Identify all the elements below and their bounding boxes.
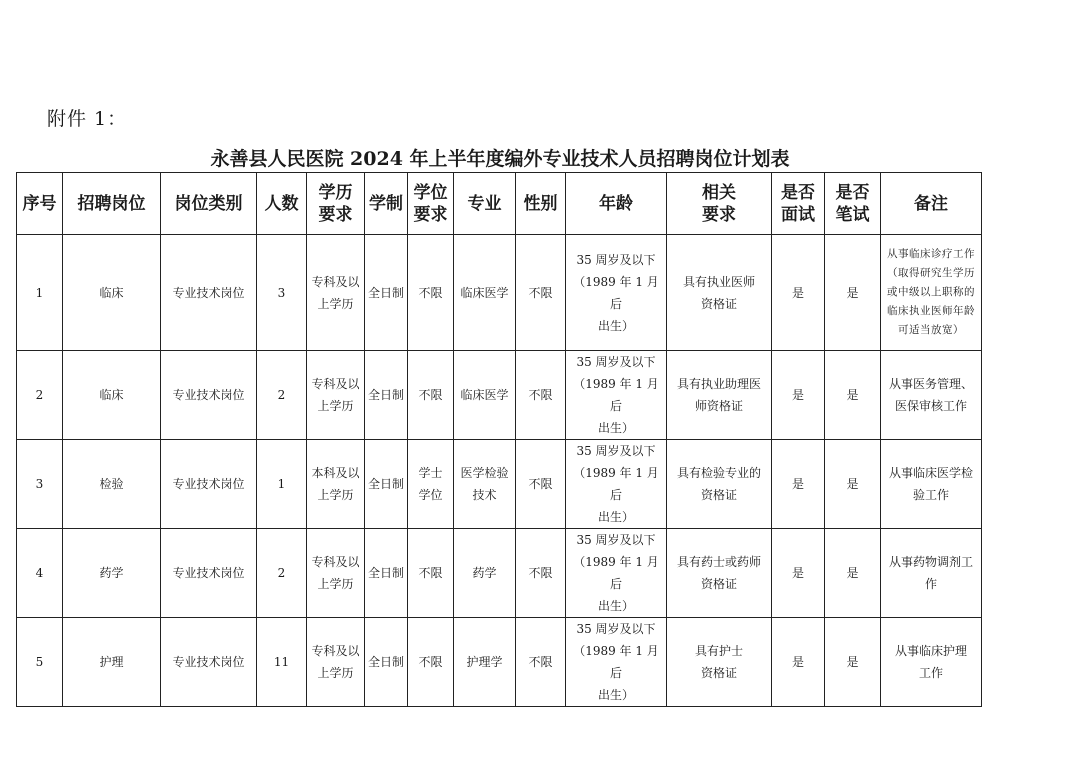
cell-gender: 不限 bbox=[516, 529, 566, 618]
page-title: 永善县人民医院 2024 年上半年度编外专业技术人员招聘岗位计划表 bbox=[210, 148, 790, 170]
cell-requirement: 具有检验专业的 资格证 bbox=[667, 440, 772, 529]
cell-no: 5 bbox=[17, 618, 63, 707]
cell-interview: 是 bbox=[772, 618, 825, 707]
cell-post: 药学 bbox=[63, 529, 161, 618]
cell-age: 35 周岁及以下 （1989 年 1 月后 出生） bbox=[566, 618, 667, 707]
cell-no: 2 bbox=[17, 351, 63, 440]
cell-note: 从事药物调剂工 作 bbox=[881, 529, 982, 618]
table-row bbox=[17, 440, 982, 529]
table-row bbox=[17, 235, 982, 351]
header-no: 序号 bbox=[17, 173, 63, 235]
cell-interview: 是 bbox=[772, 529, 825, 618]
cell-gender: 不限 bbox=[516, 351, 566, 440]
cell-post: 临床 bbox=[63, 351, 161, 440]
cell-degree: 学士 学位 bbox=[408, 440, 454, 529]
attachment-label: 附件 1： bbox=[47, 108, 128, 130]
cell-schooling: 全日制 bbox=[365, 351, 408, 440]
table-row bbox=[17, 351, 982, 440]
header-exam: 是否 笔试 bbox=[825, 173, 881, 235]
cell-degree: 不限 bbox=[408, 351, 454, 440]
cell-schooling: 全日制 bbox=[365, 618, 408, 707]
cell-major: 医学检验 技术 bbox=[454, 440, 516, 529]
cell-post: 护理 bbox=[63, 618, 161, 707]
cell-age: 35 周岁及以下 （1989 年 1 月后 出生） bbox=[566, 235, 667, 351]
header-degree: 学位 要求 bbox=[408, 173, 454, 235]
cell-category: 专业技术岗位 bbox=[161, 618, 257, 707]
cell-degree: 不限 bbox=[408, 618, 454, 707]
header-post: 招聘岗位 bbox=[63, 173, 161, 235]
cell-exam: 是 bbox=[825, 235, 881, 351]
cell-requirement: 具有执业助理医 师资格证 bbox=[667, 351, 772, 440]
cell-count: 2 bbox=[257, 351, 307, 440]
cell-major: 护理学 bbox=[454, 618, 516, 707]
cell-education: 本科及以 上学历 bbox=[307, 440, 365, 529]
cell-degree: 不限 bbox=[408, 529, 454, 618]
recruitment-plan-table bbox=[16, 172, 982, 707]
cell-degree: 不限 bbox=[408, 235, 454, 351]
cell-no: 1 bbox=[17, 235, 63, 351]
cell-gender: 不限 bbox=[516, 235, 566, 351]
header-schooling: 学制 bbox=[365, 173, 408, 235]
cell-count: 11 bbox=[257, 618, 307, 707]
cell-major: 临床医学 bbox=[454, 351, 516, 440]
cell-education: 专科及以 上学历 bbox=[307, 351, 365, 440]
cell-note: 从事医务管理、 医保审核工作 bbox=[881, 351, 982, 440]
cell-requirement: 具有执业医师 资格证 bbox=[667, 235, 772, 351]
cell-interview: 是 bbox=[772, 351, 825, 440]
cell-age: 35 周岁及以下 （1989 年 1 月后 出生） bbox=[566, 529, 667, 618]
cell-category: 专业技术岗位 bbox=[161, 440, 257, 529]
cell-gender: 不限 bbox=[516, 440, 566, 529]
cell-no: 3 bbox=[17, 440, 63, 529]
header-major: 专业 bbox=[454, 173, 516, 235]
cell-category: 专业技术岗位 bbox=[161, 529, 257, 618]
table-row bbox=[17, 529, 982, 618]
cell-gender: 不限 bbox=[516, 618, 566, 707]
cell-age: 35 周岁及以下 （1989 年 1 月后 出生） bbox=[566, 351, 667, 440]
cell-exam: 是 bbox=[825, 529, 881, 618]
header-gender: 性别 bbox=[516, 173, 566, 235]
header-note: 备注 bbox=[881, 173, 982, 235]
cell-count: 1 bbox=[257, 440, 307, 529]
cell-major: 临床医学 bbox=[454, 235, 516, 351]
cell-schooling: 全日制 bbox=[365, 235, 408, 351]
cell-education: 专科及以 上学历 bbox=[307, 529, 365, 618]
header-age: 年龄 bbox=[566, 173, 667, 235]
cell-category: 专业技术岗位 bbox=[161, 235, 257, 351]
cell-age: 35 周岁及以下 （1989 年 1 月后 出生） bbox=[566, 440, 667, 529]
cell-requirement: 具有药士或药师 资格证 bbox=[667, 529, 772, 618]
header-row bbox=[17, 173, 982, 235]
header-category: 岗位类别 bbox=[161, 173, 257, 235]
cell-no: 4 bbox=[17, 529, 63, 618]
cell-note: 从事临床诊疗工作（取得研究生学历或中级以上职称的临床执业医师年龄可适当放宽） bbox=[881, 235, 982, 351]
header-requirement: 相关 要求 bbox=[667, 173, 772, 235]
cell-schooling: 全日制 bbox=[365, 440, 408, 529]
cell-schooling: 全日制 bbox=[365, 529, 408, 618]
cell-major: 药学 bbox=[454, 529, 516, 618]
cell-count: 3 bbox=[257, 235, 307, 351]
cell-exam: 是 bbox=[825, 618, 881, 707]
cell-education: 专科及以 上学历 bbox=[307, 235, 365, 351]
cell-interview: 是 bbox=[772, 235, 825, 351]
cell-note: 从事临床护理 工作 bbox=[881, 618, 982, 707]
cell-exam: 是 bbox=[825, 440, 881, 529]
cell-count: 2 bbox=[257, 529, 307, 618]
cell-education: 专科及以 上学历 bbox=[307, 618, 365, 707]
cell-requirement: 具有护士 资格证 bbox=[667, 618, 772, 707]
cell-post: 临床 bbox=[63, 235, 161, 351]
cell-category: 专业技术岗位 bbox=[161, 351, 257, 440]
header-education: 学历 要求 bbox=[307, 173, 365, 235]
header-count: 人数 bbox=[257, 173, 307, 235]
table-row bbox=[17, 618, 982, 707]
header-interview: 是否 面试 bbox=[772, 173, 825, 235]
cell-exam: 是 bbox=[825, 351, 881, 440]
cell-post: 检验 bbox=[63, 440, 161, 529]
cell-interview: 是 bbox=[772, 440, 825, 529]
cell-note: 从事临床医学检 验工作 bbox=[881, 440, 982, 529]
